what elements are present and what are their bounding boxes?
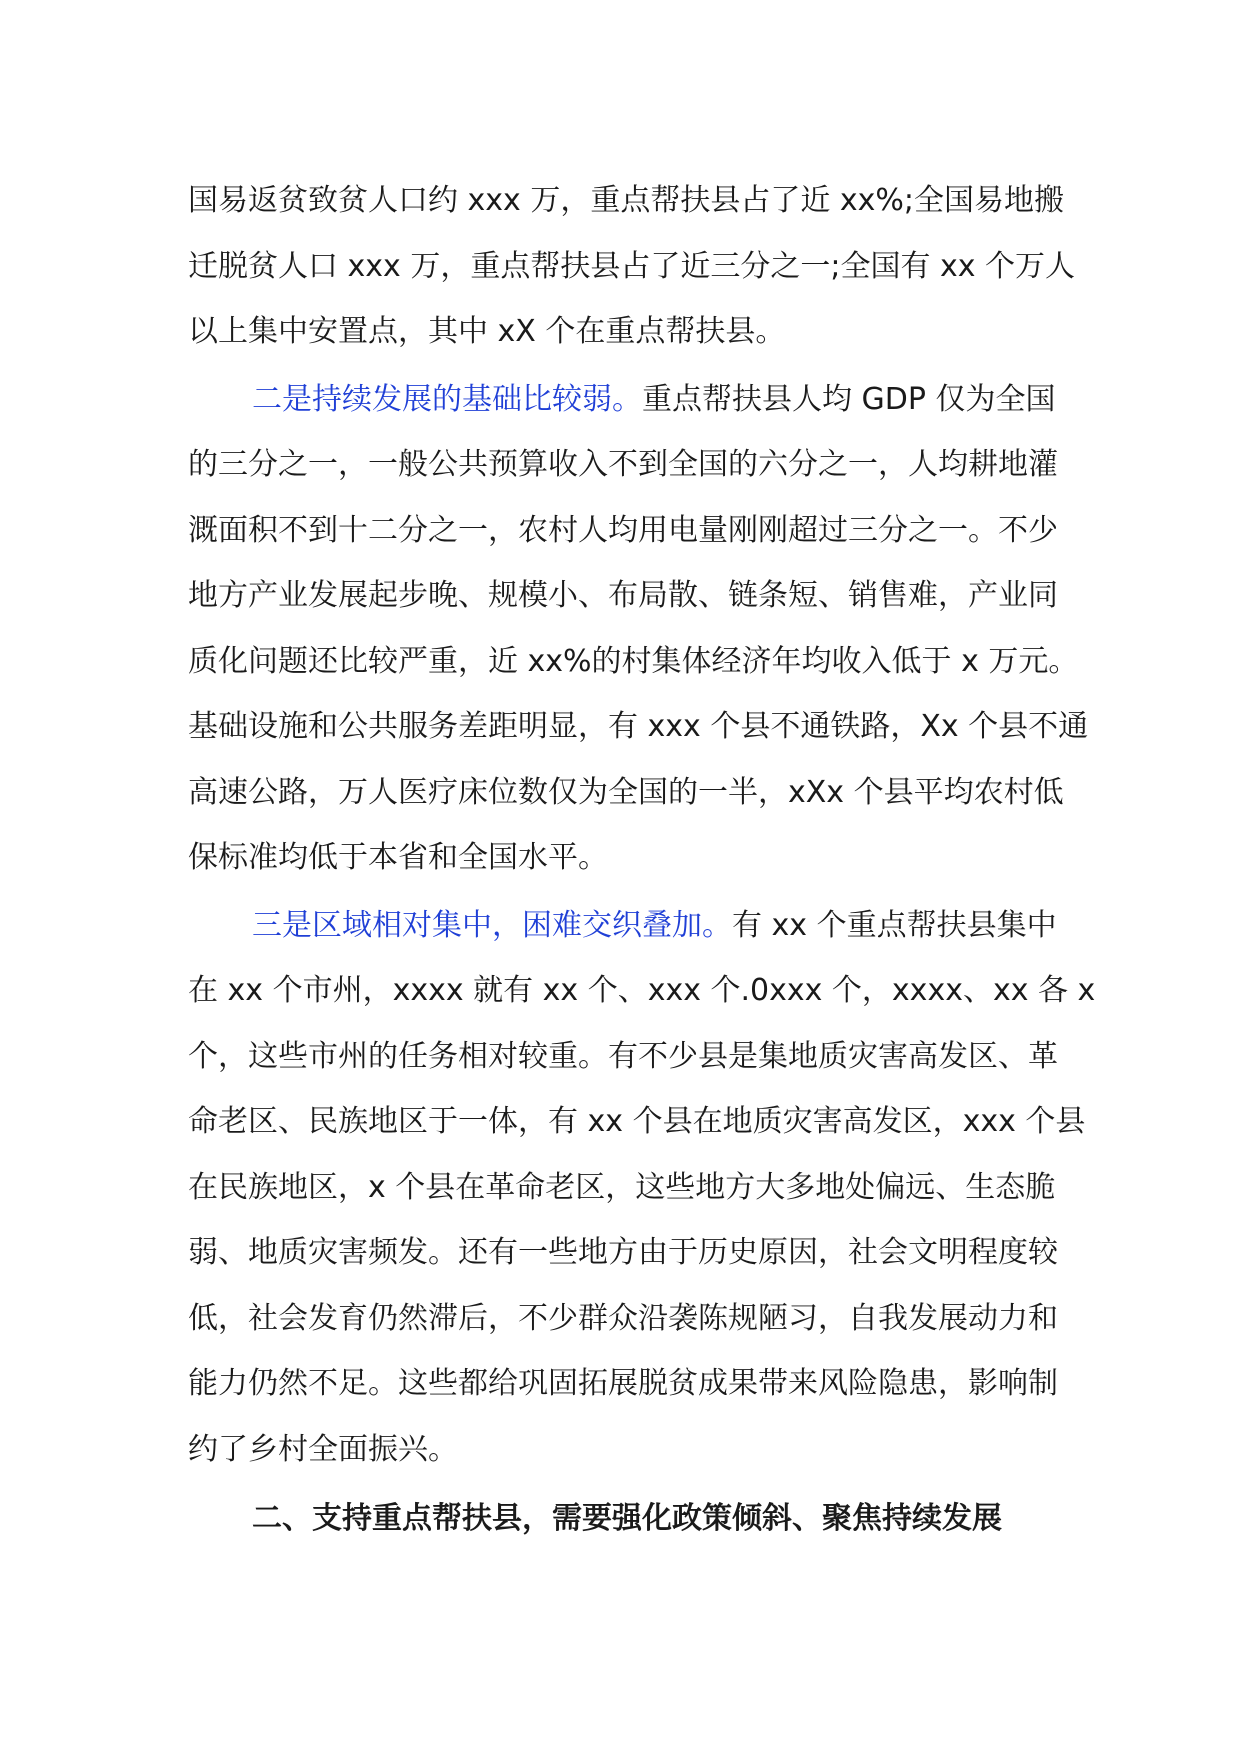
document-body bbox=[188, 168, 1096, 1551]
paragraph-3 bbox=[188, 893, 1096, 1483]
text-line-first bbox=[188, 893, 1068, 959]
text-line: 基础设施和公共服务差距明显，有 xxx 个县不通铁路，Xx 个县不通 bbox=[188, 709, 1089, 744]
text-line-first bbox=[188, 367, 1068, 433]
text-line: 约了乡村全面振兴。 bbox=[188, 1431, 458, 1467]
text-line: 溉面积不到十二分之一，农村人均用电量刚刚超过三分之一。不少 bbox=[188, 512, 1058, 548]
text-line: 地方产业发展起步晚、规模小、布局散、链条短、销售难，产业同 bbox=[188, 578, 1058, 613]
text-line: 保标准均低于本省和全国水平。 bbox=[188, 840, 608, 875]
text-line: 低，社会发育仍然滞后，不少群众沿袭陈规陋习，自我发展动力和 bbox=[188, 1300, 1058, 1336]
text-line: 质化问题还比较严重，近 xx%的村集体经济年均收入低于 x 万元。 bbox=[188, 643, 1079, 679]
text-line: 命老区、民族地区于一体，有 xx 个县在地质灾害高发区，xxx 个县 bbox=[188, 1104, 1086, 1139]
text-line: 的三分之一，一般公共预算收入不到全国的六分之一，人均耕地灌 bbox=[188, 447, 1058, 482]
text-line: 在 xx 个市州，xxxx 就有 xx 个、xxx 个.0xxx 个，xxxx、xx 各 x bbox=[188, 973, 1096, 1008]
text-line: 能力仍然不足。这些都给巩固拓展脱贫成果带来风险隐患，影响制 bbox=[188, 1366, 1058, 1401]
paragraph-2 bbox=[188, 367, 1089, 891]
section-heading: 二、支持重点帮扶县，需要强化政策倾斜、聚焦持续发展 bbox=[252, 1501, 1002, 1536]
text-line: 弱、地质灾害频发。还有一些地方由于历史原因，社会文明程度较 bbox=[188, 1235, 1058, 1270]
paragraph-2-first-rest: 重点帮扶县人均 GDP 仅为全国 bbox=[642, 381, 1056, 417]
text-line: 在民族地区，x 个县在革命老区，这些地方大多地处偏远、生态脆 bbox=[188, 1169, 1056, 1205]
text-line: 以上集中安置点，其中 xX 个在重点帮扶县。 bbox=[188, 314, 786, 349]
paragraph-3-lead: 三是区域相对集中，困难交织叠加。 bbox=[252, 907, 732, 943]
text-line: 迁脱贫人口 xxx 万，重点帮扶县占了近三分之一;全国有 xx 个万人 bbox=[188, 248, 1076, 284]
text-line: 高速公路，万人医疗床位数仅为全国的一半，xXx 个县平均农村低 bbox=[188, 774, 1064, 810]
text-line: 国易返贫致贫人口约 xxx 万，重点帮扶县占了近 xx%;全国易地搬 bbox=[188, 183, 1064, 218]
text-line: 个，这些市州的任务相对较重。有不少县是集地质灾害高发区、革 bbox=[188, 1038, 1058, 1074]
paragraph-2-lead: 二是持续发展的基础比较弱。 bbox=[252, 381, 642, 417]
paragraph-1 bbox=[188, 168, 1076, 365]
paragraph-3-first-rest: 有 xx 个重点帮扶县集中 bbox=[732, 907, 1057, 943]
